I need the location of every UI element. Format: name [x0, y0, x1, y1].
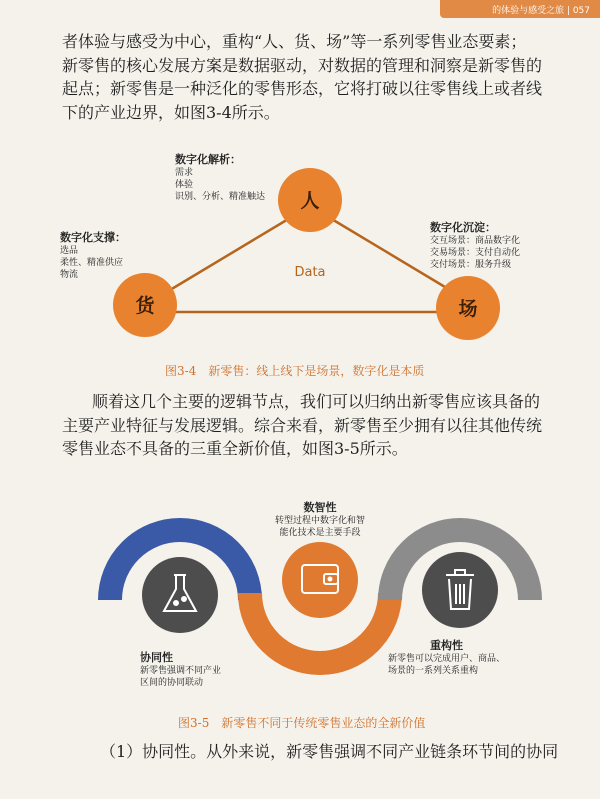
middle-block-desc: 转型过程中数字化和智: [274, 516, 365, 526]
person-block-item: 体验: [175, 180, 194, 190]
text-line: 下的产业边界，如图3-4所示。: [62, 102, 280, 122]
left-block-title: 协同性: [140, 651, 173, 664]
node-place: [436, 276, 500, 340]
goods-block-title: 数字化支撑：: [60, 231, 126, 244]
right-block-title: 重构性: [430, 639, 463, 652]
text-line: 零售业态不具备的三重全新价值，如图3-5所示。: [62, 439, 408, 458]
goods-block-item: 选品: [60, 246, 79, 256]
text-line: 新零售的核心发展方案是数据驱动，对数据的管理和洞察是新零售的: [62, 55, 543, 75]
node-person-label: 人: [300, 190, 320, 212]
place-block-item: 交互场景：商品数字化: [430, 236, 521, 246]
person-block-item: 识别、分析、精准触达: [175, 192, 266, 202]
node-person: [278, 168, 342, 232]
left-block: [140, 650, 221, 689]
right-block-desc: 新零售可以完成用户、商品、: [388, 654, 506, 664]
connector-person-goods: [170, 218, 290, 290]
middle-block: [258, 500, 382, 539]
page-header-text: 的体验与感受之旅 | 057: [492, 5, 590, 16]
place-block-title: 数字化沉淀：: [430, 221, 496, 234]
person-block-title: 数字化解析：: [175, 153, 241, 166]
node-goods: [113, 273, 177, 337]
figure-3-4-caption: 图3-4 新零售：线上线下是场景，数字化是本质: [165, 364, 425, 378]
node-place-label: 场: [458, 298, 478, 320]
middle-block-desc: 能化技术是主要手段: [279, 528, 361, 538]
place-block: [430, 220, 520, 271]
left-circle: [142, 557, 218, 633]
place-block-item: 交付场景：服务升级: [430, 260, 512, 270]
paragraph-3: [100, 740, 600, 764]
node-goods-label: 货: [135, 295, 155, 317]
paragraph-2: [62, 390, 562, 461]
person-block: [175, 152, 265, 203]
paragraph-1: [62, 30, 562, 124]
figure-3-5-caption: 图3-5 新零售不同于传统零售业态的全新价值: [178, 716, 426, 730]
text-line: 者体验与感受为中心，重构“人、货、场”等一系列零售业态要素；: [62, 32, 527, 51]
page-header: [440, 0, 600, 18]
left-block-desc: 新零售强调不同产业: [140, 666, 222, 676]
text-line: 起点；新零售是一种泛化的零售形态，它将打破以往零售线上或者线: [62, 79, 543, 98]
text-line: （1）协同性。从外来说，新零售强调不同产业链条环节间的协同: [100, 742, 559, 761]
person-block-item: 需求: [175, 168, 194, 178]
goods-block: [60, 230, 126, 281]
middle-block-title: 数智性: [303, 501, 337, 514]
text-line: 顺着这几个主要的逻辑节点，我们可以归纳出新零售应该具备的: [92, 392, 541, 411]
place-block-item: 交易场景：支付自动化: [430, 248, 521, 258]
left-block-desc: 区间的协同联动: [140, 678, 204, 688]
middle-circle: [282, 542, 358, 618]
goods-block-item: 柔性、精准供应: [60, 258, 124, 268]
text-line: 主要产业特征与发展逻辑。综合来看，新零售至少拥有以往其他传统: [62, 415, 543, 435]
trash-icon: [446, 570, 474, 609]
goods-block-item: 物流: [60, 270, 79, 280]
right-block: [388, 638, 505, 677]
right-block-desc: 场景的一系列关系重构: [388, 666, 479, 676]
data-label: Data: [294, 265, 326, 280]
